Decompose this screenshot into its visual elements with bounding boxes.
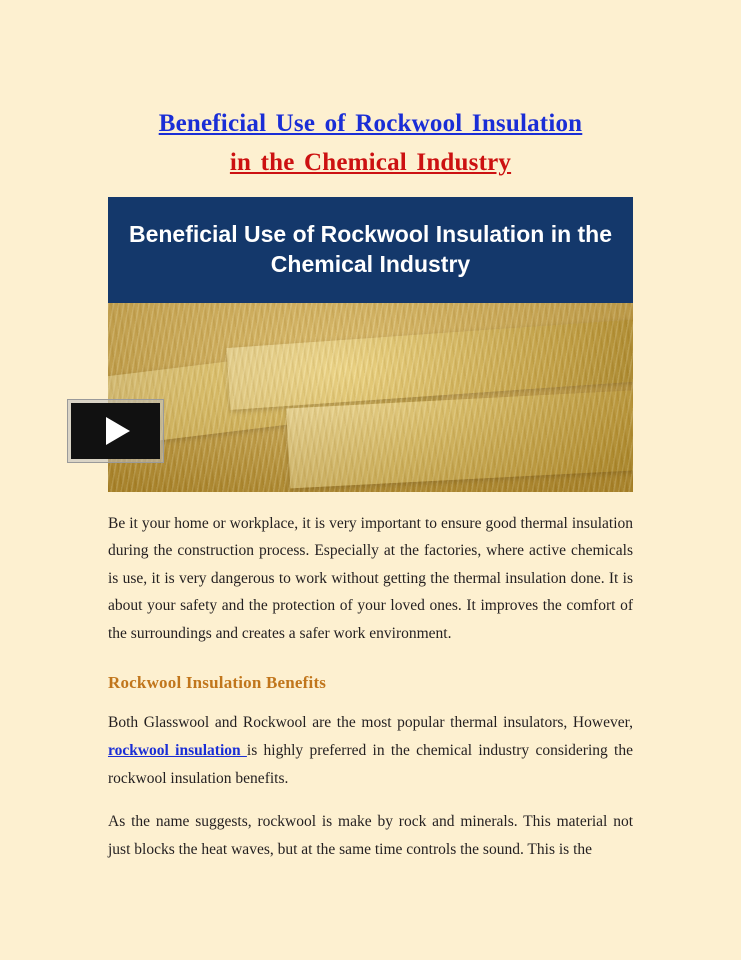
page-title-line-1: Beneficial Use of Rockwool Insulation bbox=[158, 110, 583, 137]
play-icon bbox=[106, 417, 130, 445]
page-title bbox=[108, 0, 633, 183]
rockwool-photo bbox=[108, 303, 633, 492]
benefits-text-before-link: Both Glasswool and Rockwool are the most popular thermal insulators, However, bbox=[108, 714, 633, 732]
video-banner-text: Beneficial Use of Rockwool Insulation in the Chemical Industry bbox=[128, 220, 613, 277]
play-button-surface bbox=[71, 403, 160, 459]
photo-shading-overlay bbox=[108, 303, 633, 492]
document-content bbox=[108, 0, 633, 863]
video-thumbnail[interactable] bbox=[108, 197, 633, 492]
material-paragraph: As the name suggests, rockwool is make by rock and minerals. This material not just blocks the heat waves, but at the same time controls the sound. This is the bbox=[108, 813, 633, 858]
video-title-banner bbox=[108, 197, 633, 303]
intro-paragraph: Be it your home or workplace, it is very important to ensure good thermal insulation during the construction process. Especially at the factories, where active chemicals is use, it is very dangerous to work without getting the thermal insulation done. It is about your safety and the protection of your loved ones. It improves the comfort of the surroundings and creates a safer work environment. bbox=[108, 514, 633, 642]
section-heading-benefits: Rockwool Insulation Benefits bbox=[108, 673, 327, 693]
page-title-line-2: in the Chemical Industry bbox=[229, 148, 512, 176]
rockwool-insulation-link[interactable]: rockwool insulation bbox=[108, 741, 247, 759]
benefits-paragraph bbox=[108, 693, 633, 792]
play-button[interactable] bbox=[67, 399, 164, 463]
benefits-text-after-link: is highly preferred in the chemical industry considering the rockwool insulation benefits. bbox=[108, 741, 633, 787]
